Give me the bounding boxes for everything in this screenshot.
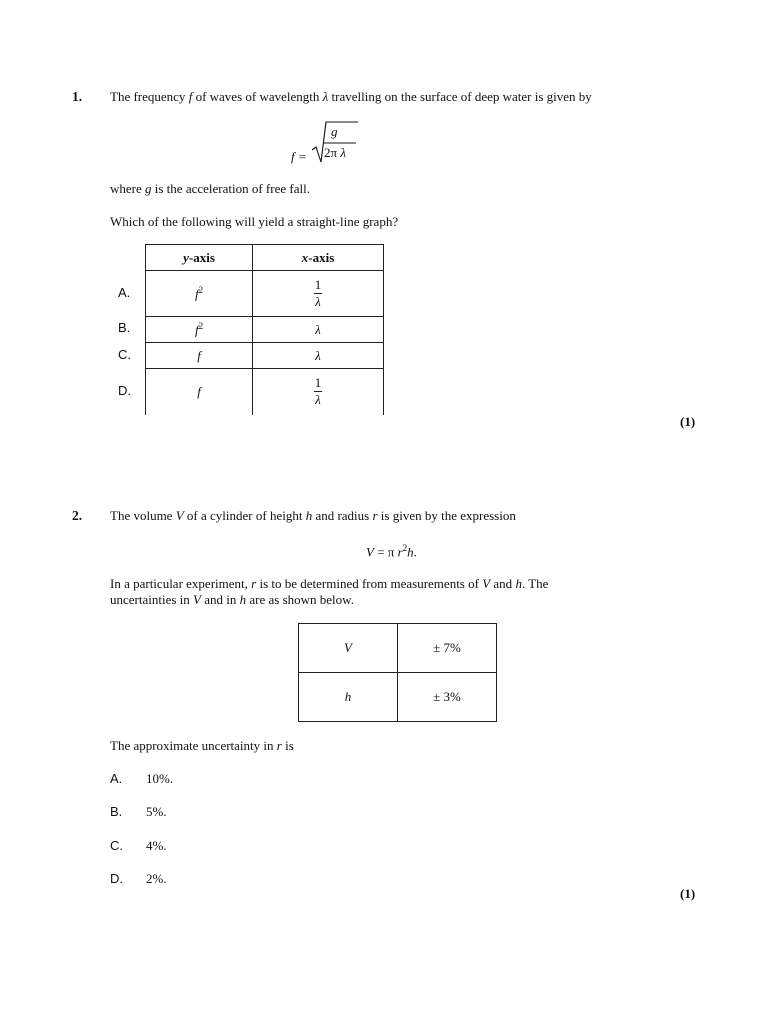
- table-row: [146, 317, 384, 343]
- question-1-number: 1.: [72, 89, 83, 104]
- question-2-number: 2.: [72, 508, 83, 523]
- option-d-label[interactable]: D.: [118, 383, 131, 398]
- formula-denominator: 2π λ: [324, 145, 346, 160]
- question-2-intro: The volume V of a cylinder of height h and radius r is given by the expression: [110, 508, 516, 523]
- question-2-marks: (1): [680, 886, 696, 901]
- option-c-label[interactable]: C.: [110, 838, 123, 853]
- table-row: [146, 369, 384, 415]
- option-b-text[interactable]: 5%.: [146, 804, 167, 819]
- uncertainty-var-h: h: [299, 673, 398, 722]
- row-b-x: λ: [253, 317, 384, 343]
- x-axis-header: x-axis: [253, 245, 384, 271]
- uncertainty-table: [298, 623, 497, 722]
- table-row: [146, 343, 384, 369]
- row-a-y: $f^2$: [146, 271, 253, 317]
- question-1-prompt: Which of the following will yield a straight-line graph?: [110, 214, 399, 229]
- question-1-intro: The frequency f of waves of wavelength λ travelling on the surface of deep water is given by: [110, 89, 592, 104]
- option-d-text[interactable]: 2%.: [146, 871, 167, 886]
- question-2-formula: V = π $r^2h$.: [366, 543, 417, 560]
- uncertainty-value-h: ± 3%: [398, 673, 497, 722]
- y-axis-header: y-axis: [146, 245, 253, 271]
- option-b-label[interactable]: B.: [110, 804, 123, 819]
- row-c-y: f: [146, 343, 253, 369]
- question-2-prompt: The approximate uncertainty in r is: [110, 738, 294, 753]
- question-2-text-line-1: In a particular experiment, r is to be determined from measurements of V and h. The: [110, 576, 549, 591]
- formula-lhs: f =: [291, 149, 307, 164]
- option-c-text[interactable]: 4%.: [146, 838, 167, 853]
- option-a-label[interactable]: A.: [118, 285, 131, 300]
- table-row: [299, 624, 497, 673]
- row-a-x: $\frac{1}{\lambda}$: [253, 271, 384, 317]
- row-d-y: f: [146, 369, 253, 415]
- table-row: [299, 673, 497, 722]
- option-b-label[interactable]: B.: [118, 320, 131, 335]
- option-a-text[interactable]: 10%.: [146, 771, 174, 786]
- option-a-label[interactable]: A.: [110, 771, 123, 786]
- question-1-marks: (1): [680, 414, 696, 429]
- question-2-text-line-2: uncertainties in V and in h are as shown below.: [110, 592, 354, 607]
- question-1-where: where g is the acceleration of free fall.: [110, 181, 310, 196]
- row-d-x: $\frac{1}{\lambda}$: [253, 369, 384, 415]
- option-d-label[interactable]: D.: [110, 871, 123, 886]
- row-b-y: $f^2$: [146, 317, 253, 343]
- axes-table: [145, 244, 384, 415]
- row-c-x: λ: [253, 343, 384, 369]
- table-row: [146, 271, 384, 317]
- option-c-label[interactable]: C.: [118, 347, 131, 362]
- uncertainty-var-v: V: [299, 624, 398, 673]
- formula-numerator: g: [331, 124, 338, 139]
- uncertainty-value-v: ± 7%: [398, 624, 497, 673]
